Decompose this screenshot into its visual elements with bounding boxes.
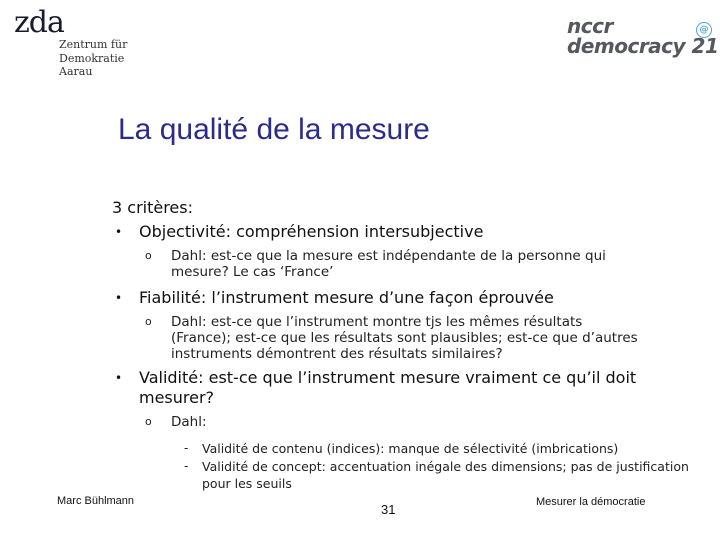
criterion-objectivite [112,222,682,242]
slide-title: La qualité de la mesure [118,113,430,146]
sub-point-text: Dahl: [171,414,207,430]
sub-sub-point [112,458,692,492]
nccr-at-badge-icon: @ [696,22,712,38]
sub-marker: o [145,415,152,428]
zda-logo-mark: zda [14,5,64,40]
sub-point-text: Dahl: est-ce que l’instrument montre tjs les mêmes résultats (France); est-ce que les résultats sont plausibles; est-ce que d’autres instruments démontrent des résultats similaires? [171,314,638,362]
footer-author: Marc Bühlmann [57,495,135,507]
sub-sub-point-text: Validité de contenu (indices): manque de sélectivité (imbrications) [202,441,619,456]
dash-marker: - [184,459,189,473]
sub-point [112,414,682,430]
nccr-logo-line2: democracy 21 [567,34,719,58]
criterion-text: Fiabilité: l’instrument mesure d’une façon éprouvée [139,288,554,307]
bullet-marker: • [115,225,123,239]
bullet-marker: • [115,371,123,385]
nccr-logo [567,16,718,56]
nccr-logo-line1: nccr [567,14,613,38]
footer-page-number: 31 [381,502,396,517]
dash-marker: - [184,441,189,455]
zda-logo-line: Demokratie [59,51,125,65]
criterion-fiabilite [112,288,682,308]
footer-presentation-title: Mesurer la démocratie [536,496,646,508]
bullet-marker: • [115,291,123,305]
zda-logo-text [59,38,127,79]
criterion-validite [112,368,669,408]
intro-text: 3 critères: [112,198,193,217]
sub-marker: o [145,315,152,328]
sub-marker: o [145,249,152,262]
slide-body [112,198,689,492]
sub-point [112,314,641,362]
zda-logo-line: Zentrum für [59,38,128,51]
zda-logo-line: Aarau [59,65,93,78]
sub-sub-point-text: Validité de concept: accentuation inégale des dimensions; pas de justification pour les seuils [202,459,689,491]
sub-sub-point [112,440,692,457]
sub-point [112,248,641,280]
criterion-text: Validité: est-ce que l’instrument mesure vraiment ce qu’il doit mesurer? [139,368,637,407]
sub-point-text: Dahl: est-ce que la mesure est indépendante de la personne qui mesure? Le cas ‘France’ [171,248,606,280]
criterion-text: Objectivité: compréhension intersubjective [139,222,484,241]
